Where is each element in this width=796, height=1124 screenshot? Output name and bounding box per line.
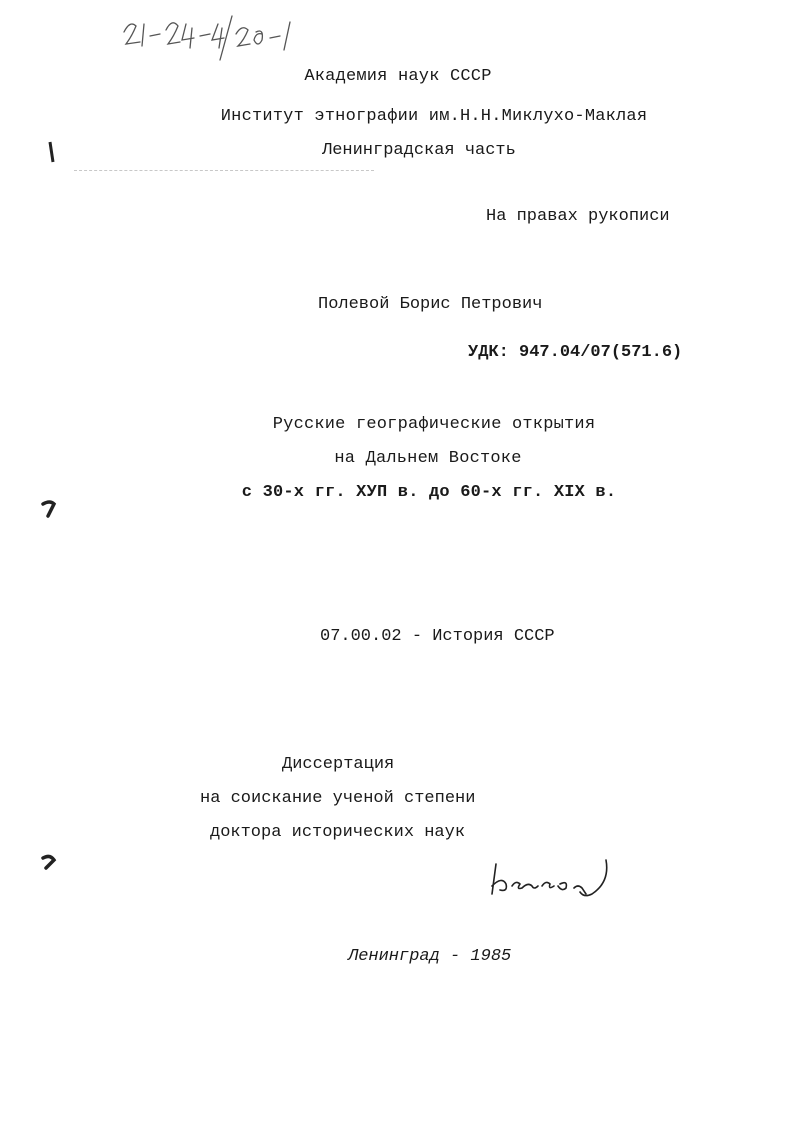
dissertation-line-3: доктора исторических наук bbox=[210, 823, 466, 842]
faint-divider bbox=[74, 170, 374, 171]
margin-mark-icon bbox=[40, 852, 58, 874]
margin-mark-icon bbox=[40, 498, 58, 520]
institute-name: Институт этнографии им.Н.Н.Миклухо-Маклая bbox=[220, 107, 648, 126]
udc-code: УДК: 947.04/07(571.6) bbox=[468, 343, 683, 362]
handwritten-inventory-number bbox=[120, 10, 320, 65]
manuscript-note: На правах рукописи bbox=[486, 207, 670, 226]
title-line-1: Русские географические открытия bbox=[272, 415, 596, 434]
signature-icon bbox=[486, 858, 616, 908]
dissertation-line-1: Диссертация bbox=[282, 755, 395, 774]
academy-name: Академия наук СССР bbox=[304, 67, 492, 86]
city-year: Ленинград - 1985 bbox=[348, 947, 512, 966]
specialty-code: 07.00.02 - История СССР bbox=[320, 627, 555, 646]
title-line-3: с 30-х гг. ХУП в. до 60-х гг. XIX в. bbox=[241, 483, 617, 502]
margin-mark-icon bbox=[44, 140, 60, 166]
author-name: Полевой Борис Петрович bbox=[318, 295, 543, 314]
title-line-2: на Дальнем Востоке bbox=[334, 449, 522, 468]
dissertation-line-2: на соискание ученой степени bbox=[200, 789, 476, 808]
branch-name: Ленинградская часть bbox=[322, 141, 516, 160]
